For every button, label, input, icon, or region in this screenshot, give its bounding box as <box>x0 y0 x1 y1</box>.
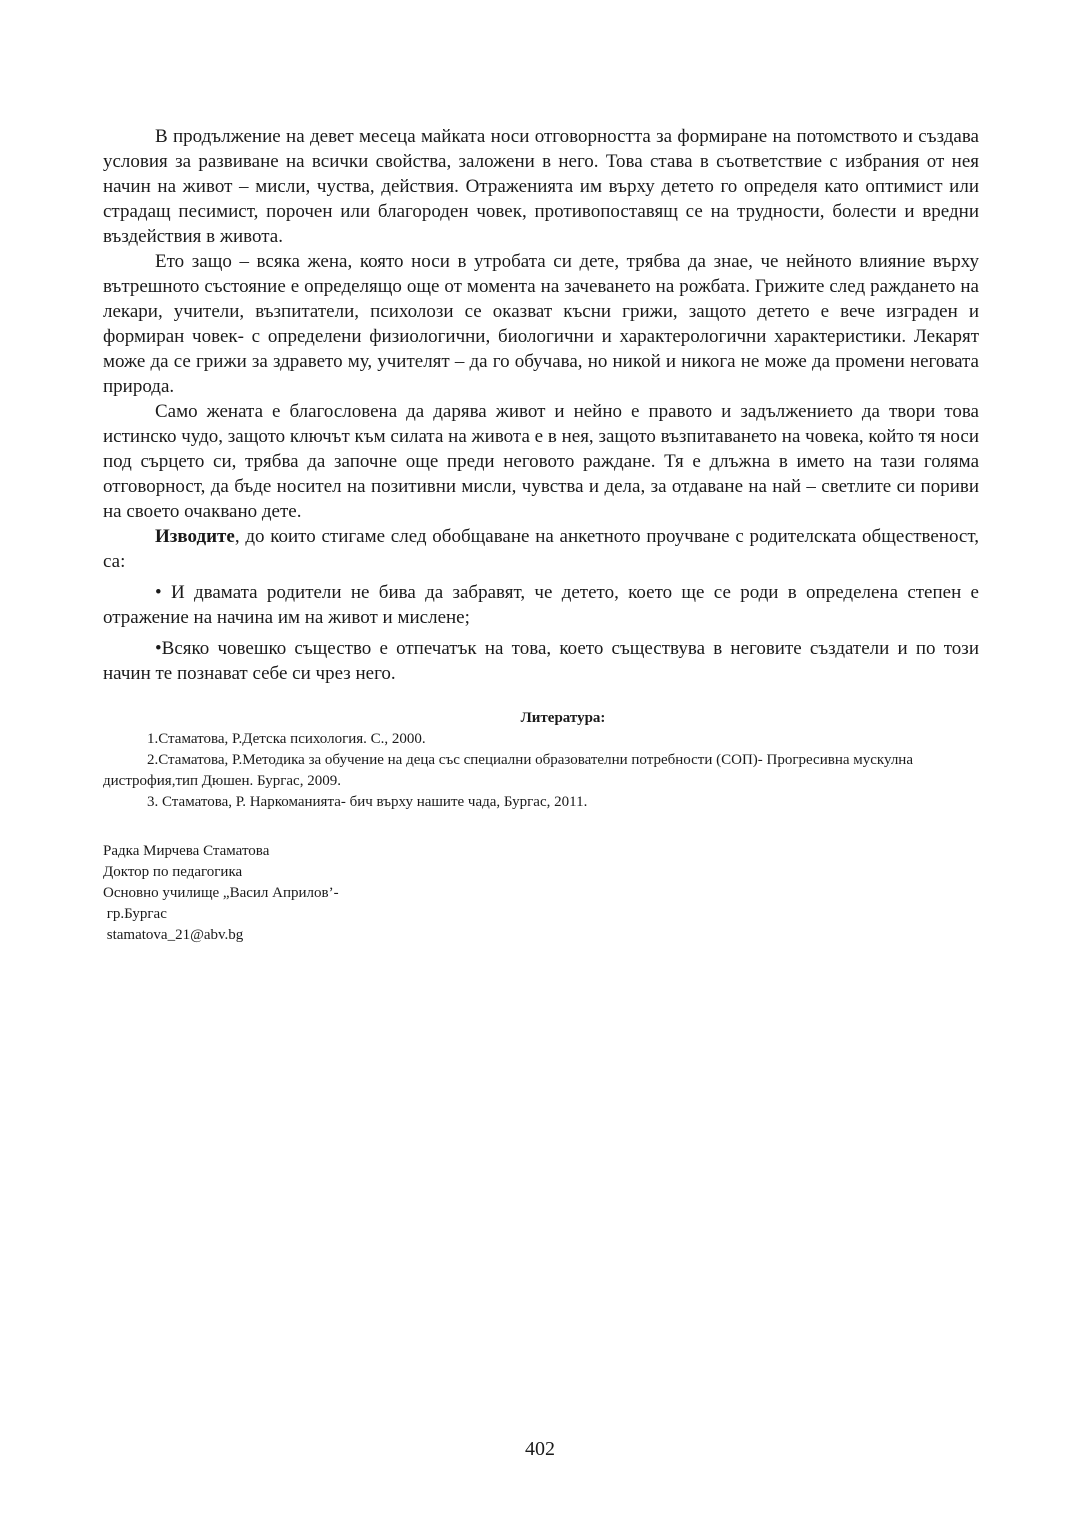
paragraph-2: Ето защо – всяка жена, която носи в утробата си дете, трябва да знае, че нейното влияние върху вътрешното състояние е определящо още от момента на зачеването на рожбата. Грижите след раждането на лекари, учители, възпитатели, психолози се оказват късни грижи, защото детето е вече изграден и формиран човек- с определени физиологични, биологични и характерологични характеристики. Лекарят може да се грижи за здравето му, учителят – да го обучава, но никой и никога не може да промени неговата природа. <box>103 251 979 397</box>
author-city: гр.Бургас <box>103 906 167 922</box>
author-school: Основно училище „Васил Априлов’- <box>103 885 339 901</box>
reference-item: 1.Стаматова, Р.Детска психология. С., 2000. <box>147 731 426 747</box>
paragraph-3: Само жената е благословена да дарява живот и нейно е правото и задължението да твори това истинско чудо, защото ключът към силата на живота е в нея, защото възпитаването на човека, който тя носи под сърцето си, трябва да започне още преди неговото раждане. Тя е длъжна в името на тази голяма отговорност, да бъде носител на позитивни мисли, чувства и дела, за отдаване на най – светлите си пориви на своето очаквано дете. <box>103 401 979 522</box>
references-title: Литература: <box>520 710 606 726</box>
references-section <box>103 708 979 813</box>
bullet-2: •Всяко човешко същество е отпечатък на това, което съществува в неговите създатели и по този начин те познават себе си чрез него. <box>103 638 979 684</box>
page-content <box>103 124 979 946</box>
reference-item: 2.Стаматова, Р.Методика за обучение на деца със специални образователни потребности (СОП)- Прогресивна мускулна дистрофия,тип Дюшен. Бургас, 2009. <box>103 752 913 789</box>
article-body <box>103 124 979 686</box>
bullet-1: • И двамата родители не бива да забравят, че детето, което ще се роди в определена степен е отражение на начина им на живот и мислене; <box>103 582 979 628</box>
author-block <box>103 841 979 946</box>
conclusion-text: , до които стигаме след обобщаване на анкетното проучване с родителската общественост, са: <box>103 526 979 572</box>
paragraph-1: В продължение на девет месеца майката носи отговорността за формиране на потомството и създава условия за развиване на всички свойства, заложени в него. Това става в съответствие с избрания от нея начин на живот – мисли, чуства, действия. Отраженията им върху детето го определя като оптимист или страдащ песимист, порочен или благороден човек, противопоставящ се на трудности, болести и вредни въздействия в живота. <box>103 126 979 247</box>
page-number: 402 <box>525 1438 555 1460</box>
reference-item: 3. Стаматова, Р. Наркоманията- бич върху нашите чада, Бургас, 2011. <box>147 794 588 810</box>
conclusion-bold: Изводите <box>155 526 235 547</box>
author-email: stamatova_21@abv.bg <box>103 927 244 943</box>
author-degree: Доктор по педагогика <box>103 864 243 880</box>
conclusion-paragraph <box>103 524 979 574</box>
author-name: Радка Мирчева Стаматова <box>103 843 270 859</box>
